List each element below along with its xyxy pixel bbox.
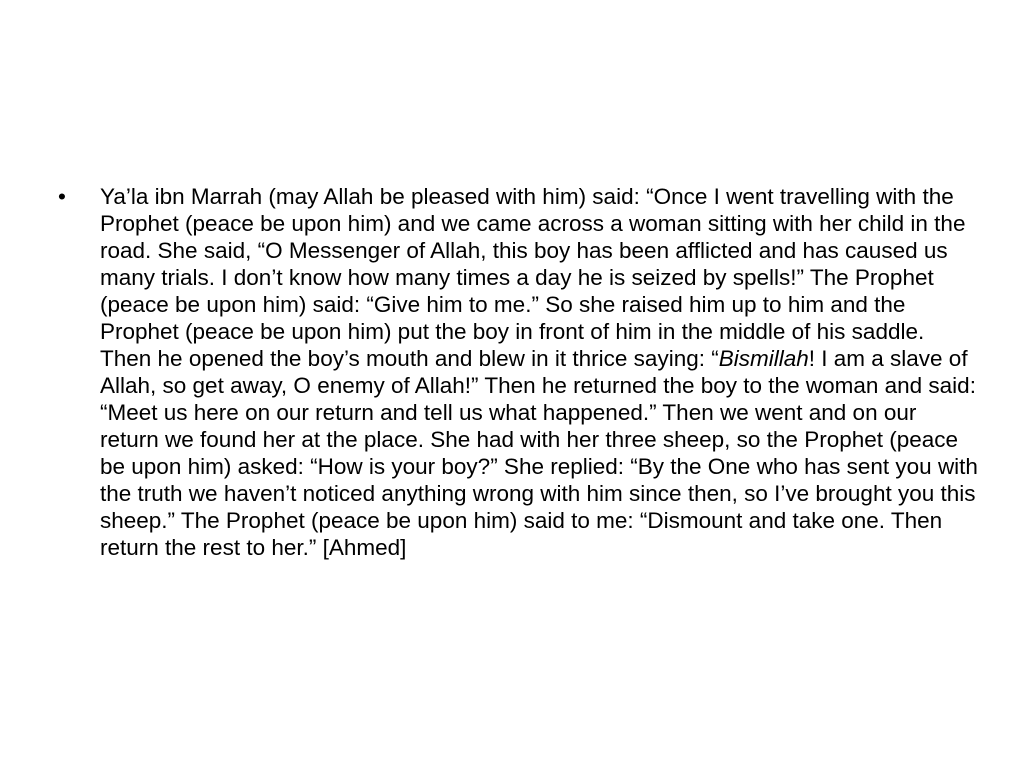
paragraph-text-part2: ! I am a slave of Allah, so get away, O enemy of Allah!” Then he returned the boy to the woman and said: “Meet us here on our return and tell us what happened.” Then we went and on our return we found her at the place. She had with her three sheep, so the Prophet (peace be upon him) asked: “How is your boy?” She replied: “By the One who has sent you with the truth we haven’t noticed anything wrong with him since then, so I’ve brought you this sheep.” The Prophet (peace be upon him) said to me: “Dismount and take one. Then return the rest to her.” [Ahmed] <box>100 346 978 560</box>
paragraph-italic-bismillah: Bismillah <box>718 346 809 371</box>
slide-content <box>58 183 978 561</box>
hadith-paragraph <box>100 183 978 561</box>
paragraph-text-part1: Ya’la ibn Marrah (may Allah be pleased with him) said: “Once I went travelling with the Prophet (peace be upon him) and we came across a woman sitting with her child in the road. She said, “O Messenger of Allah, this boy has been afflicted and has caused us many trials. I don’t know how many times a day he is seized by spells!” The Prophet (peace be upon him) said: “Give him to me.” So she raised him up to him and the Prophet (peace be upon him) put the boy in front of him in the middle of his saddle. Then he opened the boy’s mouth and blew in it thrice saying: “ <box>100 184 966 371</box>
bullet-item <box>58 183 978 561</box>
bullet-list <box>58 183 978 561</box>
bullet-icon: • <box>58 184 66 209</box>
